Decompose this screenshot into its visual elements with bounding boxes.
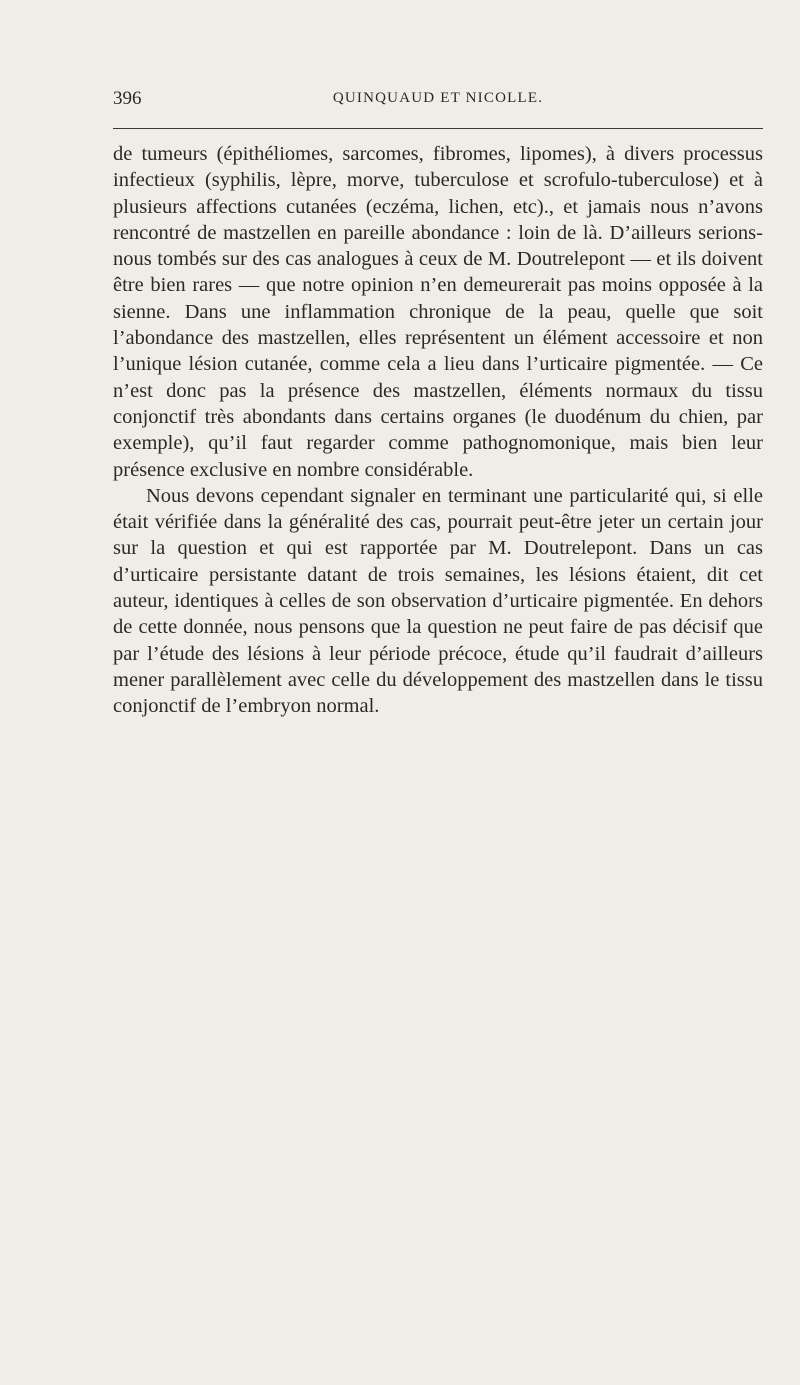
paragraph-2: Nous devons cependant signaler en terminant une particularité qui, si elle était vérifiée dans la généralité des cas, pourrait peut-être jeter un certain jour sur la question et qui est rapportée par M. Doutrelepont. Dans un cas d’urticaire persistante datant de trois semaines, les lésions étaient, dit cet auteur, identiques à celles de son observation d’urticaire pigmentée. En dehors de cette donnée, nous pensons que la question ne peut faire de pas décisif que par l’étude des lésions à leur période précoce, étude qu’il faudrait d’ailleurs mener parallèlement avec celle du développement des mastzellen dans le tissu conjonctif de l’embryon normal.	[113, 484, 763, 718]
header-rule	[113, 128, 763, 129]
page-header	[113, 88, 763, 118]
body-text	[113, 141, 763, 720]
paragraph-1: de tumeurs (épithéliomes, sarcomes, fibromes, lipomes), à divers processus infectieux (syphilis, lèpre, morve, tuberculose et scrofulo-tuberculose) et à plusieurs affections cutanées (eczéma, lichen, etc)., et jamais nous n’avons rencontré de mastzellen en pareille abondance : loin de là. D’ailleurs serions-nous tombés sur des cas analogues à ceux de M. Doutrelepont — et ils doivent être bien rares — que notre opinion n’en demeurerait pas moins opposée à la sienne. Dans une inflammation chronique de la peau, quelle que soit l’abondance des mastzellen, elles représentent un élément accessoire et non l’unique lésion cutanée, comme cela a lieu dans l’urticaire pigmentée. — Ce n’est donc pas la présence des mastzellen, éléments normaux du tissu conjonctif très abondants dans certains organes (le duodénum du chien, par exemple), qu’il faut regarder comme pathognomonique, mais bien leur présence exclusive en nombre considérable.	[113, 143, 763, 481]
running-title: QUINQUAUD ET NICOLLE.	[332, 90, 544, 106]
page-number: 396	[113, 88, 142, 109]
